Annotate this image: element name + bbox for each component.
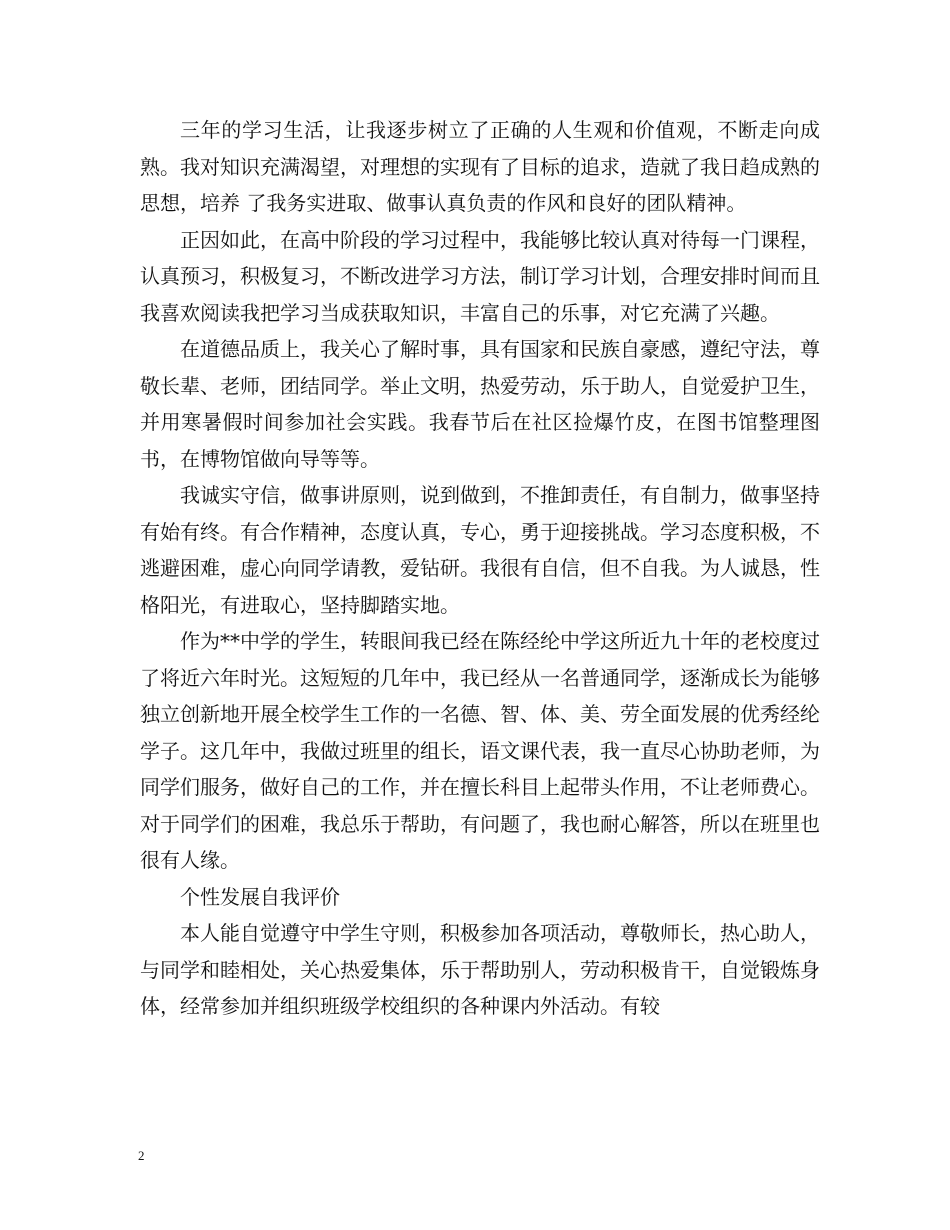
paragraph-4: 我诚实守信，做事讲原则，说到做到，不推卸责任，有自制力，做事坚持有始有终。有合作精神，态度认真，专心，勇于迎接挑战。学习态度积极，不逃避困难，虚心向同学请教，爱钻研。我很有自信，但不自我。为人诚恳，性格阳光，有进取心，坚持脚踏实地。 (140, 483, 820, 617)
paragraph-1: 三年的学习生活，让我逐步树立了正确的人生观和价值观，不断走向成熟。我对知识充满渴望，对理想的实现有了目标的追求，造就了我日趋成熟的思想，培养 了我务实进取、做事认真负责的作风和良好的团队精神。 (140, 118, 820, 215)
paragraph-3: 在道德品质上，我关心了解时事，具有国家和民族自豪感，遵纪守法，尊敬长辈、老师，团结同学。举止文明，热爱劳动，乐于助人，自觉爱护卫生，并用寒暑假时间参加社会实践。我春节后在社区捡爆竹皮，在图书馆整理图书，在博物馆做向导等等。 (140, 337, 820, 471)
section-heading: 个性发展自我评价 (180, 884, 340, 909)
paragraph-2: 正因如此，在高中阶段的学习过程中，我能够比较认真对待每一门课程，认真预习，积极复习，不断改进学习方法，制订学习计划，合理安排时间而且我喜欢阅读我把学习当成获取知识，丰富自己的乐事，对它充满了兴趣。 (140, 227, 820, 325)
paragraph-6: 本人能自觉遵守中学生守则，积极参加各项活动，尊敬师长，热心助人，与同学和睦相处，关心热爱集体，乐于帮助别人，劳动积极肯干，自觉锻炼身体，经常参加并组织班级学校组织的各种课内外活动。有较 (140, 921, 820, 1018)
paragraph-5: 作为**中学的学生，转眼间我已经在陈经纶中学这所近九十年的老校度过了将近六年时光。这短短的几年中，我已经从一名普通同学，逐渐成长为能够独立创新地开展全校学生工作的一名德、智、体、美、劳全面发展的优秀经纶学子。这几年中，我做过班里的组长，语文课代表，我一直尽心协助老师，为同学们服务，做好自己的工作，并在擅长科目上起带头作用，不让老师费心。对于同学们的困难，我总乐于帮助，有问题了，我也耐心解答，所以在班里也很有人缘。 (140, 629, 820, 872)
page-number: 2 (138, 1148, 145, 1163)
document-body (140, 112, 820, 1025)
